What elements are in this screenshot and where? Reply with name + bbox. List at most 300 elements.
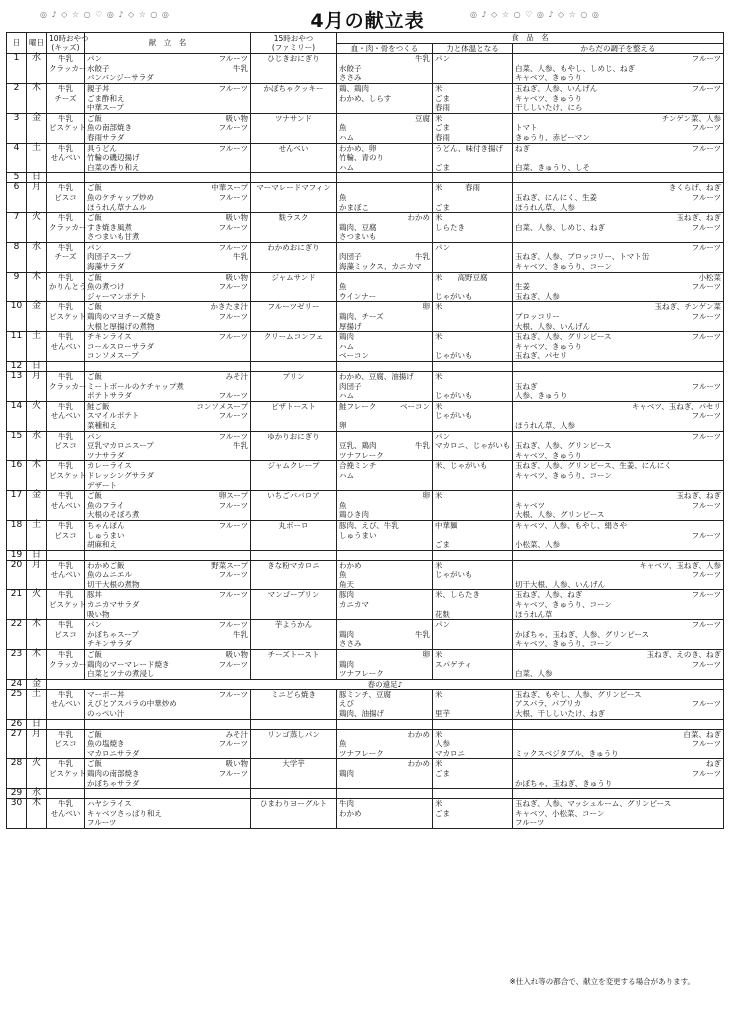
red-text: ハム <box>339 470 354 480</box>
table-row <box>7 620 724 650</box>
menu-line <box>87 312 248 322</box>
red-text: ささみ <box>339 639 362 649</box>
menu-text: パン <box>87 431 102 441</box>
col-header-yellow: 力と体温となる <box>433 43 513 54</box>
green-group-cell <box>513 689 724 719</box>
menu-text: 鮭ご飯 <box>87 401 110 411</box>
green-group-cell <box>513 83 724 113</box>
green-side: フルーツ <box>691 312 722 322</box>
menu-text: マーボー丼 <box>87 689 125 699</box>
menu-side: フルーツ <box>218 332 248 342</box>
red-text: かまぼこ <box>339 202 369 212</box>
yellow-line <box>435 262 510 272</box>
yellow-line: 米、しらたき <box>435 590 480 600</box>
green-line <box>515 730 721 740</box>
yellow-line <box>435 252 510 262</box>
day-cell: 16 <box>7 461 27 491</box>
dow-cell: 木 <box>27 272 47 302</box>
yellow-line <box>435 779 510 789</box>
menu-line <box>87 203 248 213</box>
red-text: しゅうまい <box>339 530 377 540</box>
kids-snack-line: 牛乳 <box>58 650 73 660</box>
green-line <box>515 590 721 600</box>
empty-cell <box>433 173 513 183</box>
empty-cell <box>513 719 724 729</box>
yellow-line: 米 <box>435 729 443 739</box>
col-header-green: からだの調子を整える <box>513 43 724 54</box>
menu-side: フルーツ <box>218 739 248 749</box>
menu-line <box>87 351 248 361</box>
col-header-dow: 曜日 <box>27 33 47 54</box>
menu-cell <box>85 560 251 590</box>
menu-side: フルーツ <box>218 123 248 133</box>
family-snack-cell: チーズトースト <box>251 650 337 680</box>
red-group-cell <box>337 520 433 550</box>
dow-cell: 月 <box>27 183 47 213</box>
red-line <box>339 163 430 173</box>
kids-snack-line: クラッカー <box>49 63 87 73</box>
green-group-cell <box>513 461 724 491</box>
red-line <box>339 600 430 610</box>
menu-text: デザート <box>87 480 117 490</box>
green-text: キャベツ、小松菜、コーン <box>515 808 605 818</box>
green-text: キャベツ、きゅうり <box>515 73 582 83</box>
red-line <box>339 481 430 491</box>
kids-snack-cell <box>47 332 85 362</box>
green-line <box>515 223 721 233</box>
menu-line <box>87 421 248 431</box>
red-text: ハム <box>339 132 354 142</box>
day-cell: 8 <box>7 242 27 272</box>
yellow-line: 米 <box>435 650 443 660</box>
yellow-line <box>435 639 510 649</box>
day-cell: 6 <box>7 183 27 213</box>
menu-line <box>87 232 248 242</box>
menu-side: フルーツ <box>218 431 248 441</box>
red-text: ウインナー <box>339 291 377 301</box>
green-side: フルーツ <box>691 739 722 749</box>
kids-snack-cell <box>47 302 85 332</box>
green-text: 玉ねぎ、もやし、人参、グリンピース <box>515 689 642 699</box>
green-text: 玉ねぎ、人参、グリンピース <box>515 332 612 342</box>
yellow-line <box>435 193 510 203</box>
dow-cell: 土 <box>27 520 47 550</box>
green-side: フルーツ <box>691 768 722 778</box>
menu-text: ほうれん草ナムル <box>87 202 147 212</box>
red-line <box>339 322 430 332</box>
yellow-line <box>435 510 510 520</box>
menu-text: ジャーマンポテト <box>87 291 147 301</box>
green-text: 大根、人参、いんげん <box>515 321 590 331</box>
family-snack-cell: せんべい <box>251 143 337 173</box>
red-text: 竹輪、青のり <box>339 153 384 163</box>
menu-line <box>87 590 248 600</box>
green-line <box>515 690 721 700</box>
event-cell: 春の遠足♪ <box>47 679 724 689</box>
table-row <box>7 54 724 84</box>
family-snack-cell: プリン <box>251 372 337 402</box>
red-group-cell <box>337 213 433 243</box>
day-cell: 28 <box>7 759 27 789</box>
green-line <box>515 660 721 670</box>
empty-cell <box>251 550 337 560</box>
green-line <box>515 600 721 610</box>
menu-text: 大根と厚揚げの煮物 <box>87 321 155 331</box>
menu-side: 吸い物 <box>225 759 248 769</box>
menu-line <box>87 262 248 272</box>
red-group-cell <box>337 183 433 213</box>
green-line <box>515 292 721 302</box>
kids-snack-line: せんべい <box>50 808 81 818</box>
green-text: 切干大根、人参、いんげん <box>515 579 605 589</box>
green-line <box>515 391 721 401</box>
menu-line <box>87 432 248 442</box>
empty-cell <box>47 789 85 799</box>
green-group-cell <box>513 590 724 620</box>
family-snack-cell: わかめおにぎり <box>251 242 337 272</box>
yellow-line: じゃがいも <box>435 351 473 361</box>
menu-text: しゅうまい <box>87 530 125 540</box>
red-side: わかめ <box>407 759 430 769</box>
green-side: 玉ねぎ、ねぎ <box>676 491 722 501</box>
kids-snack-line: 牛乳 <box>58 242 73 252</box>
red-side: 卵 <box>422 302 430 312</box>
menu-text: 竹輪の磯辺揚げ <box>87 153 140 163</box>
green-side: 玉ねぎ、ねぎ <box>676 213 722 223</box>
green-text: ほうれん草 <box>515 609 553 619</box>
kids-snack-line: クラッカー <box>49 381 87 391</box>
green-line <box>515 421 721 431</box>
menu-text: 吸い物 <box>87 609 110 619</box>
red-text: えび <box>339 699 354 709</box>
kids-snack-line: せんべい <box>50 500 81 510</box>
family-snack-cell: ミニどら焼き <box>251 689 337 719</box>
red-line <box>339 639 430 649</box>
green-line <box>515 510 721 520</box>
red-text: 海藻ミックス、カニカマ <box>339 262 422 272</box>
yellow-line <box>435 481 510 491</box>
empty-cell <box>513 173 724 183</box>
red-side: 牛乳 <box>415 629 430 639</box>
menu-line <box>87 451 248 461</box>
green-group-cell <box>513 431 724 461</box>
kids-snack-line: 牛乳 <box>58 372 73 381</box>
green-line <box>515 799 721 809</box>
red-line <box>339 769 430 779</box>
dow-cell: 月 <box>27 729 47 759</box>
red-group-cell <box>337 431 433 461</box>
green-text: 大根、干ししいたけ、ねぎ <box>515 709 605 718</box>
empty-cell <box>337 719 433 729</box>
green-line <box>515 342 721 352</box>
day-cell: 9 <box>7 272 27 302</box>
menu-cell <box>85 650 251 680</box>
yellow-group-cell <box>433 799 513 829</box>
menu-text: ちゃんぽん <box>87 520 125 530</box>
menu-side: フルーツ <box>218 242 248 252</box>
green-group-cell <box>513 491 724 521</box>
kids-snack-line: 牛乳 <box>58 54 73 64</box>
menu-line <box>87 660 248 670</box>
empty-cell <box>337 173 433 183</box>
kids-snack-line: 牛乳 <box>58 113 73 123</box>
menu-text: ご飯 <box>87 213 102 223</box>
kids-snack-cell <box>47 83 85 113</box>
day-cell: 11 <box>7 332 27 362</box>
menu-side: フルーツ <box>218 143 248 153</box>
empty-cell <box>47 362 85 372</box>
yellow-line: 春雨 <box>435 132 450 142</box>
green-line <box>515 779 721 789</box>
menu-side: フルーツ <box>218 570 248 580</box>
menu-line <box>87 650 248 660</box>
green-text: 玉ねぎ <box>515 381 538 391</box>
menu-line <box>87 213 248 223</box>
menu-line <box>87 699 248 709</box>
menu-side: フルーツ <box>218 222 248 232</box>
table-row <box>7 550 724 560</box>
family-snack-cell: 麩ラスク <box>251 213 337 243</box>
empty-cell <box>337 550 433 560</box>
menu-line <box>87 639 248 649</box>
green-group-cell <box>513 759 724 789</box>
table-row <box>7 401 724 431</box>
kids-snack-line: 牛乳 <box>58 213 73 223</box>
menu-line <box>87 730 248 740</box>
red-text: 魚 <box>339 282 347 292</box>
green-text: 玉ねぎ、パセリ <box>515 351 568 361</box>
red-line <box>339 203 430 213</box>
green-line <box>515 749 721 759</box>
green-side: フルーツ <box>691 570 722 580</box>
green-line <box>515 650 721 660</box>
green-side: フルーツ <box>691 192 722 202</box>
menu-text: ご飯 <box>87 491 102 501</box>
red-line <box>339 114 430 124</box>
kids-snack-line: ビスコ <box>54 441 77 451</box>
menu-line <box>87 54 248 64</box>
col-header-kids-snack <box>47 33 89 54</box>
menu-text: ご飯 <box>87 729 102 739</box>
green-side: フルーツ <box>691 659 722 669</box>
menu-cell <box>85 332 251 362</box>
red-text: 魚 <box>339 500 347 510</box>
kids-snack-line: 牛乳 <box>58 143 73 153</box>
menu-side: 吸い物 <box>225 272 248 282</box>
menu-side: フルーツ <box>218 659 248 669</box>
menu-side: みそ汁 <box>225 729 248 739</box>
kids-snack-cell <box>47 431 85 461</box>
red-line <box>339 501 430 511</box>
yellow-group-cell <box>433 560 513 590</box>
table-row <box>7 362 724 372</box>
menu-text: ポテトサラダ <box>87 391 132 401</box>
empty-cell <box>513 362 724 372</box>
menu-line <box>87 759 248 769</box>
menu-side: 牛乳 <box>233 629 248 639</box>
kids-snack-line: 牛乳 <box>58 491 73 501</box>
dow-cell: 日 <box>27 173 47 183</box>
green-side: フルーツ <box>691 143 722 153</box>
kids-snack-line: クラッカー <box>49 659 87 669</box>
table-row <box>7 213 724 243</box>
family-snack-cell: きな粉マカロニ <box>251 560 337 590</box>
yellow-line: じゃがいも <box>435 291 473 301</box>
menu-text: チキンライス <box>87 332 132 342</box>
kids-snack-line: 牛乳 <box>58 689 73 699</box>
red-line <box>339 590 430 600</box>
family-snack-cell: 大学芋 <box>251 759 337 789</box>
red-line <box>339 103 430 113</box>
menu-side: フルーツ <box>218 282 248 292</box>
dow-cell: 金 <box>27 113 47 143</box>
menu-cell <box>85 143 251 173</box>
red-text: 鶏ひき肉 <box>339 510 369 520</box>
yellow-line: 米 <box>435 372 443 381</box>
red-text: わかめ <box>339 560 362 570</box>
kids-snack-line: かりんとう <box>49 282 87 292</box>
yellow-line: 里芋 <box>435 709 450 718</box>
green-text: ブロッコリー <box>515 312 560 322</box>
menu-line <box>87 183 248 193</box>
green-side: 玉ねぎ、えのき、ねぎ <box>646 650 722 660</box>
yellow-group-cell <box>433 272 513 302</box>
yellow-line: 米 <box>435 560 443 570</box>
yellow-group-cell <box>433 302 513 332</box>
kids-snack-line: せんべい <box>50 153 81 163</box>
red-line <box>339 432 430 442</box>
menu-line <box>87 73 248 83</box>
red-group-cell <box>337 242 433 272</box>
red-text: ハム <box>339 162 354 172</box>
kids-snack-line: ビスケット <box>49 600 87 610</box>
footer-note: ※仕入れ等の都合で、献立を変更する場合があります。 <box>509 977 695 986</box>
menu-cell <box>85 491 251 521</box>
green-line <box>515 561 721 571</box>
menu-text: ご飯 <box>87 650 102 660</box>
menu-text: フルーツ <box>87 818 117 828</box>
menu-cell <box>85 183 251 213</box>
kids-snack-line: 牛乳 <box>58 83 73 93</box>
kids-snack-line: チーズ <box>54 252 77 262</box>
table-row <box>7 689 724 719</box>
yellow-group-cell <box>433 213 513 243</box>
menu-line <box>87 292 248 302</box>
red-line <box>339 521 430 531</box>
table-row <box>7 590 724 620</box>
green-text: キャベツ、きゅうり、コーン <box>515 470 612 480</box>
red-text: 卵 <box>339 420 347 430</box>
red-text: 鶏、鶏肉 <box>339 83 369 93</box>
kids-snack-line: せんべい <box>50 570 81 580</box>
red-line <box>339 799 430 809</box>
menu-line <box>87 193 248 203</box>
day-cell: 26 <box>7 719 27 729</box>
menu-cell <box>85 461 251 491</box>
menu-line <box>87 461 248 471</box>
dow-cell: 月 <box>27 560 47 590</box>
menu-side: フルーツ <box>218 768 248 778</box>
kids-snack-line: 牛乳 <box>58 520 73 530</box>
menu-line <box>87 223 248 233</box>
dow-cell: 火 <box>27 590 47 620</box>
green-text: ほうれん草、人参 <box>515 202 575 212</box>
yellow-line <box>435 580 510 590</box>
green-line <box>515 282 721 292</box>
col-header-red: 血・肉・骨をつくる <box>337 43 433 54</box>
green-side: フルーツ <box>691 381 722 391</box>
green-text: 白菜、人参、しめじ、ねぎ <box>515 222 605 232</box>
kids-snack-cell <box>47 620 85 650</box>
green-line <box>515 521 721 531</box>
family-snack-cell: ひまわりヨーグルト <box>251 799 337 829</box>
menu-text: バンバンジーサラダ <box>87 73 154 83</box>
kids-snack-cell <box>47 183 85 213</box>
red-line <box>339 332 430 342</box>
menu-cell <box>85 759 251 789</box>
day-cell: 25 <box>7 689 27 719</box>
green-text: キャベツ、きゅうり、コーン <box>515 600 612 610</box>
menu-text: わかめご飯 <box>87 560 125 570</box>
menu-line <box>87 282 248 292</box>
menu-cell <box>85 54 251 84</box>
menu-line <box>87 531 248 541</box>
yellow-line: じゃがいも <box>435 411 473 421</box>
menu-text: ご飯 <box>87 302 102 312</box>
dow-cell: 木 <box>27 461 47 491</box>
menu-text: ご飯 <box>87 372 102 381</box>
menu-cell <box>85 272 251 302</box>
dow-cell: 金 <box>27 491 47 521</box>
table-row <box>7 729 724 759</box>
green-side: フルーツ <box>691 123 722 133</box>
kids-snack-line: 牛乳 <box>58 183 73 193</box>
red-line <box>339 312 430 322</box>
green-group-cell <box>513 213 724 243</box>
red-line <box>339 610 430 620</box>
empty-cell <box>513 789 724 799</box>
green-side: フルーツ <box>691 620 722 630</box>
menu-text: 魚のケチャップ炒め <box>87 192 154 202</box>
green-text: キャベツ、きゅうり <box>515 450 582 460</box>
green-line <box>515 432 721 442</box>
red-group-cell <box>337 491 433 521</box>
family-snack-cell: マンゴープリン <box>251 590 337 620</box>
green-line <box>515 709 721 719</box>
menu-text: 鶏肉の南部焼き <box>87 768 140 778</box>
family-snack-cell: クリームコンフェ <box>251 332 337 362</box>
yellow-line: パン <box>435 242 450 252</box>
green-line <box>515 232 721 242</box>
yellow-group-cell <box>433 401 513 431</box>
red-text: 厚揚げ <box>339 321 362 331</box>
kids-snack-line: ビスケット <box>49 312 87 322</box>
red-text: 鶏肉 <box>339 629 354 639</box>
green-line <box>515 501 721 511</box>
dow-cell: 日 <box>27 362 47 372</box>
family-snack-cell: マーマレードマフィン <box>251 183 337 213</box>
red-group-cell <box>337 272 433 302</box>
menu-line <box>87 114 248 124</box>
red-line <box>339 223 430 233</box>
green-line <box>515 382 721 392</box>
menu-line <box>87 709 248 719</box>
menu-line <box>87 372 248 382</box>
yellow-line: 米 <box>435 302 443 312</box>
menu-text: 中華スープ <box>87 103 124 113</box>
menu-side: 吸い物 <box>225 213 248 223</box>
green-text: 玉ねぎ、人参、いんげん <box>515 83 598 93</box>
